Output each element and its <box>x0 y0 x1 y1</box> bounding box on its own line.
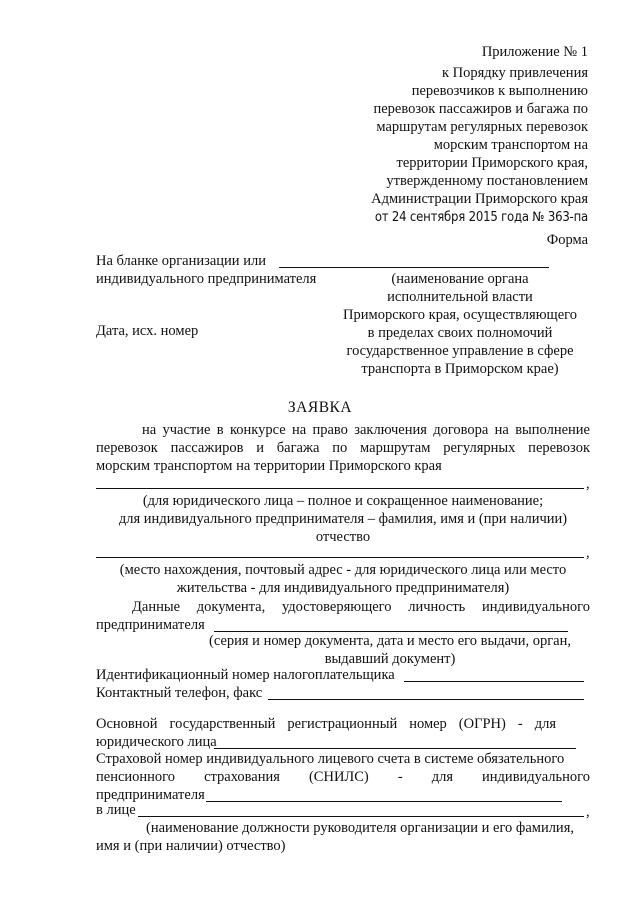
addressee-line: транспорта в Приморском крае) <box>361 361 559 377</box>
comma: , <box>586 476 590 492</box>
header-line: морским транспортом на <box>433 137 588 153</box>
letterhead-blank[interactable] <box>279 267 549 268</box>
identity-doc-hint: (серия и номер документа, дата и место его выдачи, орган, <box>209 633 571 649</box>
ogrn-label: юридического лица <box>96 734 217 750</box>
header-line: перевозок пассажиров и багажа по <box>373 101 588 117</box>
header-line: Администрации Приморского края <box>371 191 588 207</box>
phone-blank[interactable] <box>268 699 584 700</box>
phone-label: Контактный телефон, факс <box>96 685 263 701</box>
applicant-name-hint: (для юридического лица – полное и сокращенное наименование; <box>142 493 544 509</box>
representative-hint: (наименование должности руководителя организации и его фамилия, <box>146 820 574 836</box>
applicant-name-blank[interactable] <box>96 488 584 489</box>
address-blank[interactable] <box>96 557 584 558</box>
inn-blank[interactable] <box>404 681 584 682</box>
inn-label: Идентификационный номер налогоплательщика <box>96 667 395 683</box>
intro-line: морским транспортом на территории Приморского края <box>96 458 442 474</box>
snils-label: Страховой номер индивидуального лицевого счета в системе обязательного <box>96 751 565 767</box>
letterhead-label: На бланке организации или <box>96 253 266 269</box>
document-title: ЗАЯВКА <box>287 399 353 416</box>
form-label: Форма <box>546 232 588 248</box>
header-line: территории Приморского края, <box>396 155 588 171</box>
identity-doc-label: Данные документа, удостоверяющего личность индивидуального <box>132 599 590 615</box>
representative-blank[interactable] <box>138 816 584 817</box>
date-number-label: Дата, исх. номер <box>96 323 199 339</box>
comma: , <box>586 804 590 820</box>
address-hint: жительства - для индивидуального предпринимателя) <box>176 580 510 596</box>
applicant-name-hint: отчество <box>315 529 371 545</box>
header-line: Приложение № 1 <box>481 44 588 60</box>
ogrn-label: Основной государственный регистрационный номер (ОГРН) - для <box>96 716 556 732</box>
representative-hint: имя и (при наличии) отчество) <box>96 838 286 854</box>
applicant-name-hint: для индивидуального предпринимателя – фамилия, имя и (при наличии) <box>118 511 568 527</box>
ogrn-blank[interactable] <box>214 748 576 749</box>
header-line: перевозчиков к выполнению <box>411 83 588 99</box>
intro-line: на участие в конкурсе на право заключения договора на выполнение <box>142 422 590 438</box>
addressee-line: исполнительной власти <box>387 289 533 305</box>
addressee-line: (наименование органа <box>391 271 529 287</box>
letterhead-label: индивидуального предпринимателя <box>96 271 317 287</box>
addressee-line: государственное управление в сфере <box>346 343 574 359</box>
comma: , <box>586 545 590 561</box>
header-line: маршрутам регулярных перевозок <box>376 119 588 135</box>
address-hint: (место нахождения, почтовый адрес - для юридического лица или место <box>119 562 567 578</box>
header-line: утвержденному постановлением <box>386 173 588 189</box>
addressee-line: в пределах своих полномочий <box>367 325 553 341</box>
snils-label: предпринимателя <box>96 787 205 803</box>
snils-label: пенсионного страхования (СНИЛС) - для индивидуального <box>96 769 590 785</box>
header-line: к Порядку привлечения <box>441 65 588 81</box>
intro-line: перевозок пассажиров и багажа по маршрутам регулярных перевозок <box>96 440 590 456</box>
identity-doc-hint: выдавший документ) <box>324 651 456 667</box>
representative-label: в лице <box>96 802 136 818</box>
addressee-line: Приморского края, осуществляющего <box>343 307 577 323</box>
decree-date: от 24 сентября 2015 года № 363-па <box>374 210 588 225</box>
snils-blank[interactable] <box>206 801 562 802</box>
identity-doc-label: предпринимателя <box>96 617 205 633</box>
